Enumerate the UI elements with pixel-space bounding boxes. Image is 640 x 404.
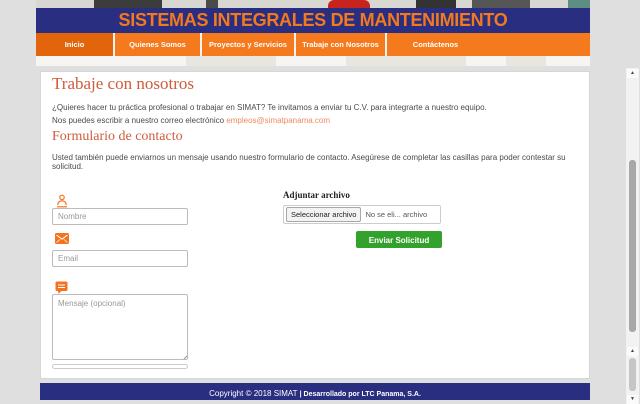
nav-tab-proyectos-servicios[interactable]: Proyectos y Servicios [200,33,294,56]
vertical-scrollbar[interactable] [626,68,639,404]
footer [40,383,590,400]
hero-photo-strip [36,56,590,66]
form-section-title: Formulario de contacto [52,129,183,144]
intro-paragraph: ¿Quieres hacer tu práctica profesional o trabajar en SIMAT? Te invitamos a enviar tu C.V. para integrarte a nuestro equipo. [52,103,487,112]
file-input[interactable] [283,205,441,224]
submit-button[interactable]: Enviar Solicitud [356,231,442,248]
nav-tab-trabaje-con-nosotros[interactable]: Trabaje con Nosotros [294,33,385,56]
hidden-field-edge [52,364,188,369]
email-link[interactable]: empleos@simatpanama.com [226,116,331,125]
developer-credit: | Desarrollado por LTC Panama, S.A. [299,391,421,398]
form-intro-paragraph: Usted también puede enviarnos un mensaje usando nuestro formulario de contacto. Asegúrese de completar las casillas para poder contestar su solicitud. [52,153,566,171]
message-textarea[interactable] [52,294,188,360]
name-input[interactable] [52,208,188,225]
site-title: SISTEMAS INTEGRALES DE MANTENIMIENTO [118,10,508,30]
email-paragraph [52,116,577,125]
photo-shape [506,56,546,66]
copyright-text: Copyright © 2018 SIMAT [209,389,300,398]
site-title-bar [36,8,590,33]
page-title: Trabaje con nosotros [52,74,194,93]
scroll-down-arrow-icon[interactable]: ▼ [627,395,638,404]
attach-file-label: Adjuntar archivo [283,190,350,200]
main-nav [36,33,590,56]
scrollbar-thumb[interactable] [629,160,636,332]
nav-tab-inicio[interactable]: Inicio [36,33,113,56]
scroll-up-arrow-icon[interactable]: ▲ [627,347,638,356]
file-select-button[interactable]: Seleccionar archivo [286,207,361,222]
email-input[interactable] [52,250,188,267]
scroll-up-arrow-icon[interactable]: ▲ [627,69,638,78]
photo-shape [346,56,466,66]
scrollbar-thumb[interactable] [629,358,636,391]
nav-filler [484,33,590,56]
photo-shape [186,56,276,66]
email-paragraph-text: Nos puedes escribir a nuestro correo electrónico [52,116,227,125]
file-status-text: No se eli... archivo [365,210,428,219]
envelope-icon [55,231,69,249]
nav-tab-contactenos[interactable]: Contáctenos [385,33,484,56]
nav-tab-quienes-somos[interactable]: Quienes Somos [113,33,200,56]
